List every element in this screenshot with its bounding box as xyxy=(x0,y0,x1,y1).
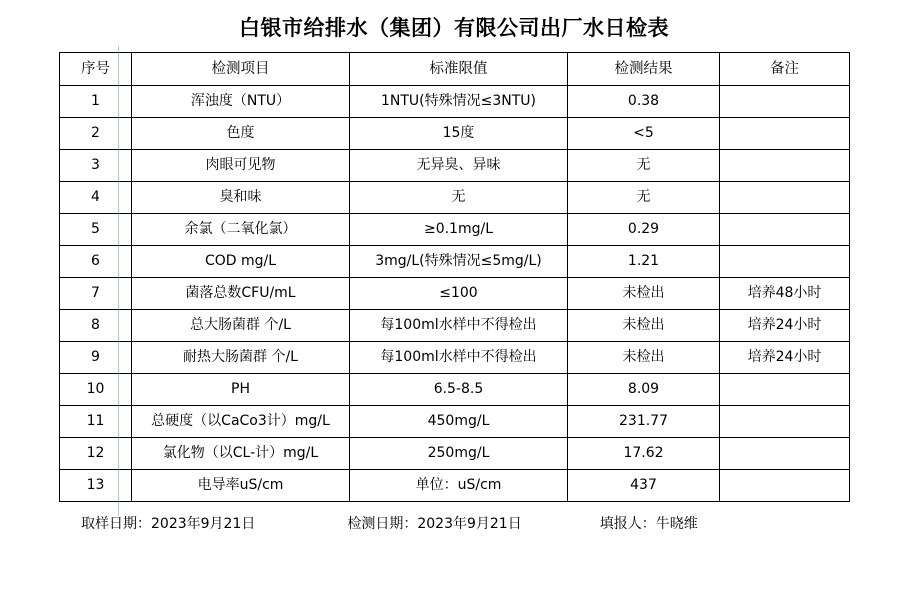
row-result: 无 xyxy=(568,150,720,182)
row-remark: 培养24小时 xyxy=(720,342,850,374)
report-footer xyxy=(59,502,849,533)
table-row xyxy=(60,118,850,150)
row-result: 8.09 xyxy=(568,374,720,406)
row-result: 0.38 xyxy=(568,86,720,118)
row-remark xyxy=(720,182,850,214)
table-row xyxy=(60,86,850,118)
row-result: 未检出 xyxy=(568,342,720,374)
row-item: COD mg/L xyxy=(132,246,350,278)
row-no: 7 xyxy=(60,278,132,310)
row-item: 肉眼可见物 xyxy=(132,150,350,182)
column-header-item: 检测项目 xyxy=(132,53,350,86)
row-result: 231.77 xyxy=(568,406,720,438)
row-item: 菌落总数CFU/mL xyxy=(132,278,350,310)
table-row xyxy=(60,278,850,310)
row-item: 总硬度（以CaCo3计）mg/L xyxy=(132,406,350,438)
row-remark xyxy=(720,150,850,182)
filler-label: 填报人： xyxy=(599,516,656,532)
row-limit: 450mg/L xyxy=(350,406,568,438)
row-item: 色度 xyxy=(132,118,350,150)
row-limit: 每100ml水样中不得检出 xyxy=(350,342,568,374)
row-result: 1.21 xyxy=(568,246,720,278)
row-limit: 无异臭、异味 xyxy=(350,150,568,182)
row-result: 未检出 xyxy=(568,310,720,342)
table-row xyxy=(60,182,850,214)
row-limit: 6.5-8.5 xyxy=(350,374,568,406)
row-item: PH xyxy=(132,374,350,406)
row-limit: 250mg/L xyxy=(350,438,568,470)
row-limit: 15度 xyxy=(350,118,568,150)
table-row xyxy=(60,374,850,406)
row-no: 3 xyxy=(60,150,132,182)
row-remark xyxy=(720,214,850,246)
table-row xyxy=(60,246,850,278)
row-no: 8 xyxy=(60,310,132,342)
row-limit: 1NTU(特殊情况≤3NTU) xyxy=(350,86,568,118)
row-no: 1 xyxy=(60,86,132,118)
row-result: 0.29 xyxy=(568,214,720,246)
row-no: 10 xyxy=(60,374,132,406)
row-remark xyxy=(720,406,850,438)
row-no: 5 xyxy=(60,214,132,246)
row-item: 耐热大肠菌群 个/L xyxy=(132,342,350,374)
row-limit: ≥0.1mg/L xyxy=(350,214,568,246)
row-no: 9 xyxy=(60,342,132,374)
row-result: 未检出 xyxy=(568,278,720,310)
row-remark xyxy=(720,470,850,502)
table-row xyxy=(60,470,850,502)
sample-date-field xyxy=(81,513,255,533)
report-table-container xyxy=(59,52,849,502)
margin-guide-line xyxy=(118,46,119,516)
table-header-row xyxy=(60,53,850,86)
row-no: 4 xyxy=(60,182,132,214)
row-limit: ≤100 xyxy=(350,278,568,310)
row-result: <5 xyxy=(568,118,720,150)
table-row xyxy=(60,342,850,374)
sample-date-value: 2023年9月21日 xyxy=(151,516,256,532)
row-result: 437 xyxy=(568,470,720,502)
filler-value: 牛晓维 xyxy=(655,516,698,532)
row-no: 6 xyxy=(60,246,132,278)
filler-field xyxy=(600,513,698,533)
page-title: 白银市给排水（集团）有限公司出厂水日检表 xyxy=(239,16,669,40)
row-item: 臭和味 xyxy=(132,182,350,214)
row-no: 2 xyxy=(60,118,132,150)
test-date-label: 检测日期： xyxy=(347,516,418,532)
row-remark xyxy=(720,86,850,118)
row-remark: 培养24小时 xyxy=(720,310,850,342)
row-result: 无 xyxy=(568,182,720,214)
test-date-field xyxy=(347,513,521,533)
water-quality-table xyxy=(59,52,850,502)
row-result: 17.62 xyxy=(568,438,720,470)
row-item: 浑浊度（NTU） xyxy=(132,86,350,118)
row-remark xyxy=(720,246,850,278)
column-header-result: 检测结果 xyxy=(568,53,720,86)
row-item: 总大肠菌群 个/L xyxy=(132,310,350,342)
table-row xyxy=(60,438,850,470)
sample-date-label: 取样日期： xyxy=(81,516,151,532)
column-header-limit: 标准限值 xyxy=(350,53,568,86)
row-limit: 无 xyxy=(350,182,568,214)
row-item: 余氯（二氧化氯） xyxy=(132,214,350,246)
column-header-no: 序号 xyxy=(60,53,132,86)
test-date-value: 2023年9月21日 xyxy=(417,516,522,532)
row-limit: 每100ml水样中不得检出 xyxy=(350,310,568,342)
row-remark: 培养48小时 xyxy=(720,278,850,310)
row-remark xyxy=(720,438,850,470)
row-remark xyxy=(720,374,850,406)
row-remark xyxy=(720,118,850,150)
table-row xyxy=(60,150,850,182)
row-no: 13 xyxy=(60,470,132,502)
row-item: 氯化物（以CL-计）mg/L xyxy=(132,438,350,470)
row-no: 11 xyxy=(60,406,132,438)
table-row xyxy=(60,214,850,246)
table-row xyxy=(60,310,850,342)
column-header-remark: 备注 xyxy=(720,53,850,86)
row-no: 12 xyxy=(60,438,132,470)
row-limit: 3mg/L(特殊情况≤5mg/L) xyxy=(350,246,568,278)
table-row xyxy=(60,406,850,438)
row-limit: 单位：uS/cm xyxy=(350,470,568,502)
row-item: 电导率uS/cm xyxy=(132,470,350,502)
